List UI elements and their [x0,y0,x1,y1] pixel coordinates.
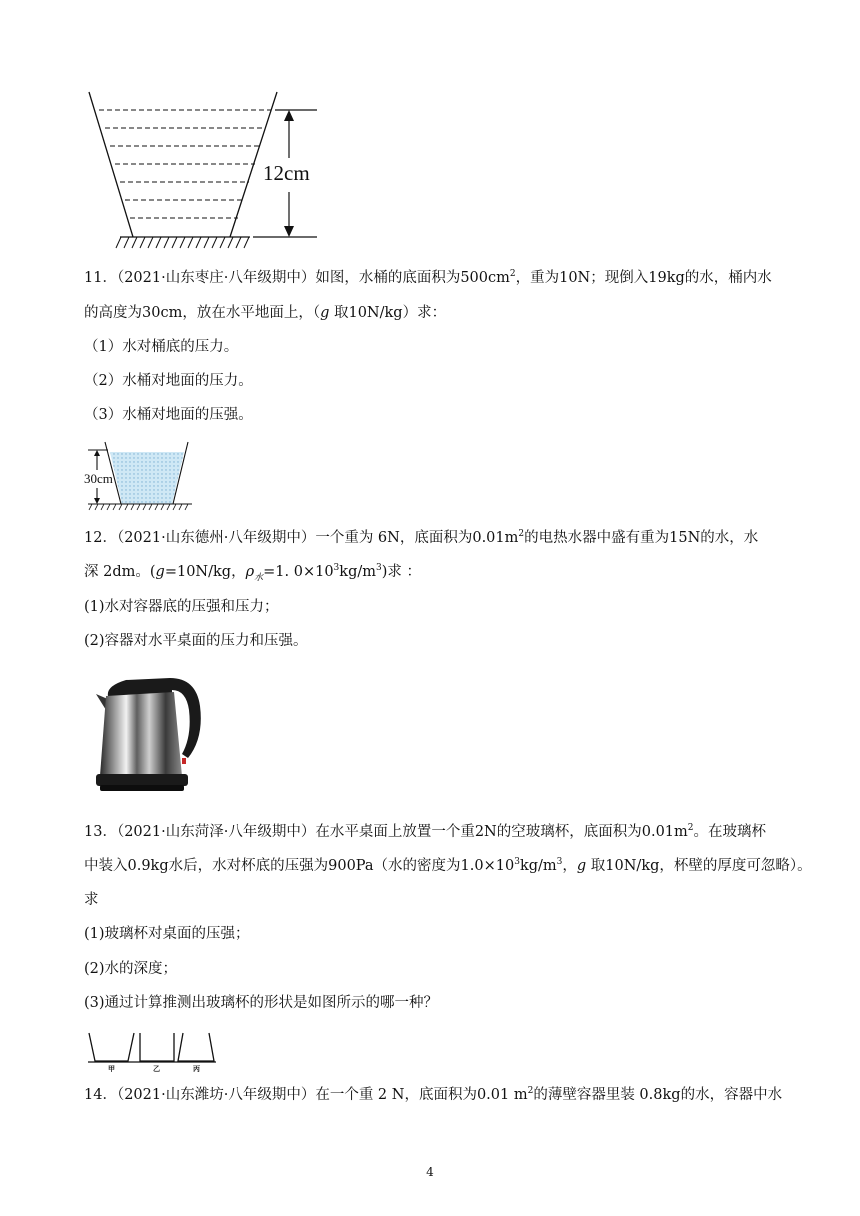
q13-sub1: (1)玻璃杯对桌面的压强； [84,926,250,942]
three-glass-shapes-figure [86,1030,222,1072]
q11-line1: 11．（2021·山东枣庄·八年级期中）如图，水桶的底面积为$500cm^2$，重为10N；现倒入19kg的水，桶内水 [84,269,772,286]
q12-line2: 深 2dm。(g=10N/kg，$\rho_水=1$. $0\times 10^3kg/m^3$)求 ： [84,563,421,583]
height-label-12cm: 12cm [263,161,310,185]
q11-sub3: （3）水桶对地面的压强。 [84,407,253,423]
q13-line1: 13．（2021·山东菏泽·八年级期中）在水平桌面上放置一个重2N的空玻璃杯，底面积为$0.01m^2$。在玻璃杯 [84,823,766,840]
height-label-30cm: 30cm [84,471,113,486]
q11-sub2: （2）水桶对地面的压力。 [84,373,253,389]
q11-sub1: （1）水对桶底的压力。 [84,339,239,355]
q14-line1: 14．（2021·山东潍坊·八年级期中）在一个重 2 N，底面积为0.01 $m^2$的薄壁容器里装 0.8kg的水，容器中水 [84,1086,783,1103]
label-jia: 甲 [108,1065,115,1072]
label-bing: 丙 [193,1065,200,1072]
page-number: 4 [426,1165,434,1179]
q12-line1: 12．（2021·山东德州·八年级期中）一个重为 6N，底面积为$0.01m^2$的电热水器中盛有重为15N的水，水 [84,529,759,546]
water-bucket-figure [84,440,194,512]
electric-kettle-image [86,666,208,798]
q13-line3: 求 [84,892,99,908]
label-yi: 乙 [153,1065,160,1072]
q12-sub1: (1)水对容器底的压强和压力； [84,599,279,615]
trapezoid-container-figure [85,88,325,253]
q12-sub2: (2)容器对水平桌面的压力和压强。 [84,633,308,649]
q13-line2: 中装入0.9kg水后，水对杯底的压强为900Pa（水的密度为$1.0\times 10^3kg/m^3$，g 取10N/kg，杯壁的厚度可忽略）。 [84,857,812,874]
q11-line2: 的高度为30cm，放在水平地面上，（g 取10N/kg）求： [84,305,447,321]
q13-sub3: (3)通过计算推测出玻璃杯的形状是如图所示的哪一种？ [84,995,439,1011]
q13-sub2: (2)水的深度； [84,961,178,977]
